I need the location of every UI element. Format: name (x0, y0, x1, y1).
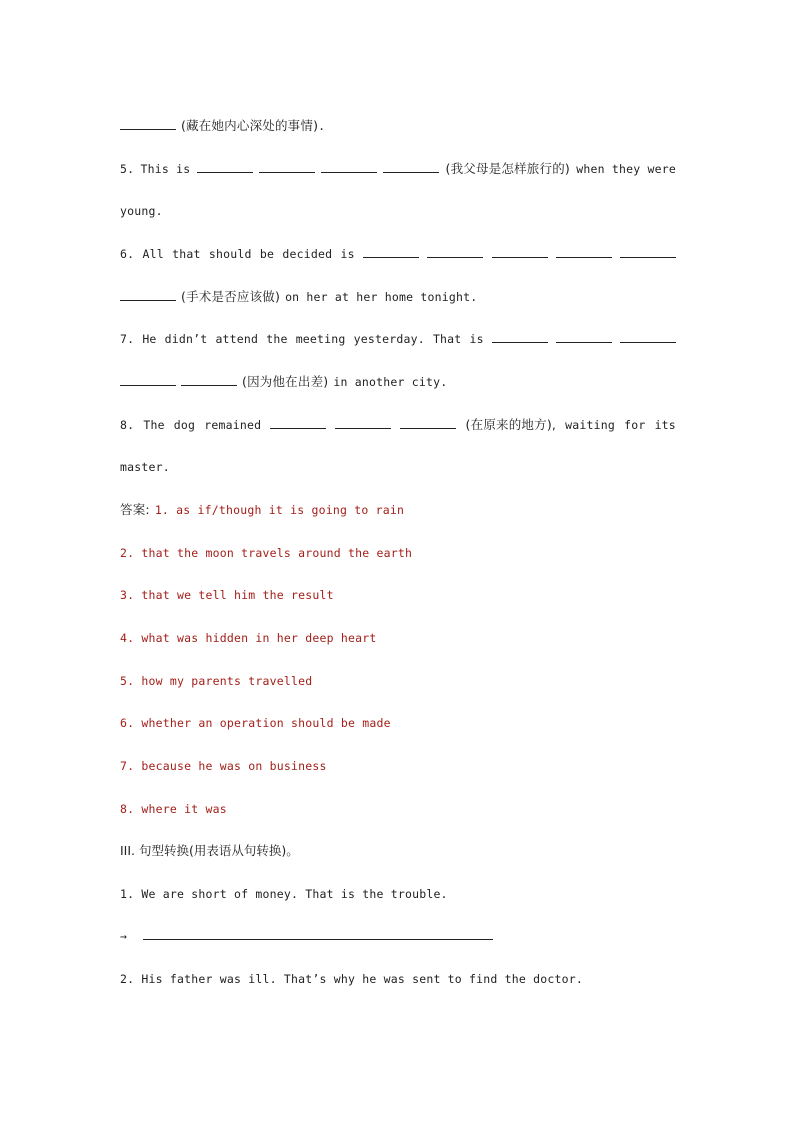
q8-tail-word: for (624, 418, 646, 432)
answer-item: 1. as if/though it is going to rain (154, 503, 405, 517)
q7-hint: (因为他在出差) (242, 374, 329, 389)
q8-word: dog (173, 418, 196, 432)
arrow-icon: → (120, 929, 128, 943)
q6-hint: (手术是否应该做) (181, 289, 281, 304)
answer-blank[interactable] (492, 246, 548, 258)
q6-continuation (120, 289, 676, 305)
question-7 (120, 331, 676, 347)
q5-number: 5. (120, 162, 135, 176)
answer-item: 7. because he was on business (120, 759, 327, 773)
question-8 (120, 417, 676, 433)
answer-blank[interactable] (492, 331, 548, 343)
q6-word: should (208, 247, 252, 261)
answer-item: 6. whether an operation should be made (120, 716, 391, 730)
answer-blank[interactable] (556, 246, 612, 258)
q5-tail: when they were (576, 162, 676, 176)
q4-continuation (120, 118, 676, 134)
q5-lead: This is (140, 162, 191, 176)
answer-blank[interactable] (270, 417, 326, 429)
answer-blank[interactable] (427, 246, 483, 258)
section3-question-1: 1. We are short of money. That is the trouble. (120, 887, 448, 901)
q8-tail-word: waiting (565, 418, 616, 432)
answer-blank[interactable] (383, 161, 439, 173)
answer-blank[interactable] (363, 246, 419, 258)
q7-word: That (432, 332, 462, 346)
q6-number: 6. (120, 247, 135, 261)
q7-word: He (142, 332, 157, 346)
q7-word: the (266, 332, 288, 346)
q8-word: The (143, 418, 165, 432)
q8-tail-word: its (654, 418, 676, 432)
q5-continuation: young. (120, 204, 163, 218)
section3-question-2: 2. His father was ill. That’s why he was sent to find the doctor. (120, 972, 584, 986)
q7-continuation (120, 374, 676, 390)
answer-blank[interactable] (143, 928, 493, 940)
question-5 (120, 161, 676, 177)
q7-word: didn’t (164, 332, 208, 346)
q8-word: remained (204, 418, 262, 432)
q6-word: is (340, 247, 355, 261)
q8-continuation: master. (120, 460, 170, 474)
section3-answer-line (120, 928, 676, 944)
q7-word: attend (215, 332, 259, 346)
q4-end: . (318, 119, 326, 133)
answer-blank[interactable] (120, 118, 176, 130)
q6-word: that (172, 247, 201, 261)
answer-item: 3. that we tell him the result (120, 588, 334, 602)
answer-item: 5. how my parents travelled (120, 674, 313, 688)
answer-blank[interactable] (259, 161, 315, 173)
q7-tail: in another city. (333, 375, 448, 389)
q6-tail: on her at her home tonight. (285, 290, 478, 304)
answer-blank[interactable] (181, 374, 237, 386)
answer-blank[interactable] (120, 374, 176, 386)
answer-item: 2. that the moon travels around the earth (120, 546, 413, 560)
q6-word: All (142, 247, 164, 261)
q5-hint: (我父母是怎样旅行的) (445, 161, 570, 176)
q8-number: 8. (120, 418, 135, 432)
q6-word: decided (282, 247, 333, 261)
answers-label: 答案: (120, 502, 150, 517)
q4-hint: (藏在她内心深处的事情) (181, 118, 319, 133)
answer-blank[interactable] (120, 289, 176, 301)
answer-blank[interactable] (400, 417, 456, 429)
q6-word: be (259, 247, 275, 261)
q7-number: 7. (120, 332, 135, 346)
answer-blank[interactable] (620, 246, 676, 258)
answer-blank[interactable] (335, 417, 391, 429)
q8-hint: (在原来的地方), (465, 417, 557, 432)
answer-blank[interactable] (197, 161, 253, 173)
answer-item: 4. what was hidden in her deep heart (120, 631, 377, 645)
q7-word: meeting (295, 332, 346, 346)
q7-word: yesterday. (353, 332, 425, 346)
q7-word: is (469, 332, 484, 346)
answer-blank[interactable] (556, 331, 612, 343)
answer-blank[interactable] (321, 161, 377, 173)
answers-line-1 (120, 502, 676, 518)
section-heading: III. 句型转换(用表语从句转换)。 (120, 843, 299, 858)
answer-item: 8. where it was (120, 802, 227, 816)
question-6 (120, 246, 676, 262)
answer-blank[interactable] (620, 331, 676, 343)
